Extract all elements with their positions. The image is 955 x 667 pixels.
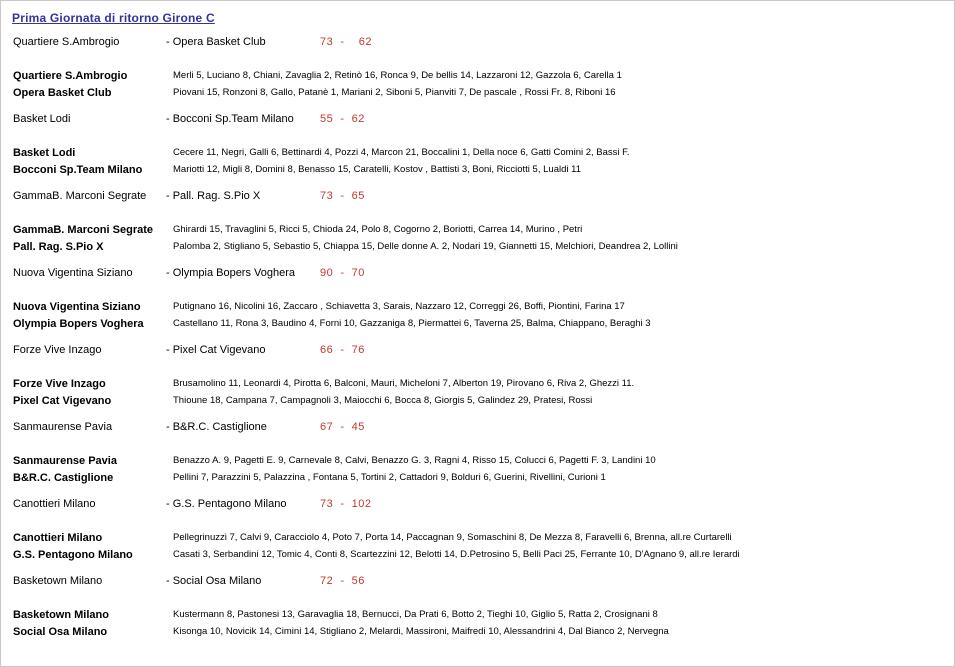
roster-players: Casati 3, Serbandini 12, Tomic 4, Conti 8, Scartezzini 12, Belotti 14, D.Petrosino 5, Belli Paci 25, Ferrante 10, D'Agnano 9, all.re Ierardi: [173, 549, 740, 560]
away-team: - Bocconi Sp.Team Milano: [166, 113, 294, 125]
roster-players: Mariotti 12, Migli 8, Domini 8, Benasso 15, Caratelli, Kostov , Battisti 3, Boni, Ricciotti 5, Lualdi 11: [173, 164, 581, 175]
away-team: - Social Osa Milano: [166, 575, 262, 587]
match-score: 67 - 45: [320, 421, 365, 433]
home-team: Quartiere S.Ambrogio: [13, 36, 120, 48]
match-score: 90 - 70: [320, 267, 365, 279]
roster-team-name: Opera Basket Club: [13, 87, 112, 99]
roster-team-name: Nuova Vigentina Siziano: [13, 301, 141, 313]
home-team: Basket Lodi: [13, 113, 71, 125]
away-team: - Pall. Rag. S.Pio X: [166, 190, 261, 202]
away-team: - Opera Basket Club: [166, 36, 266, 48]
roster-team-name: Social Osa Milano: [13, 626, 108, 638]
roster-team-name: Pixel Cat Vigevano: [13, 395, 112, 407]
roster-team-name: Canottieri Milano: [13, 532, 103, 544]
roster-team-name: Forze Vive Inzago: [13, 378, 106, 390]
roster-players: Brusamolino 11, Leonardi 4, Pirotta 6, Balconi, Mauri, Micheloni 7, Alberton 19, Pirovano 6, Riva 2, Ghezzi 11.: [173, 378, 635, 389]
home-team: Basketown Milano: [13, 575, 103, 587]
away-team: - Olympia Bopers Voghera: [166, 267, 296, 279]
roster-team-name: Sanmaurense Pavia: [13, 455, 117, 467]
roster-players: Ghirardi 15, Travaglini 5, Ricci 5, Chioda 24, Polo 8, Cogorno 2, Boriotti, Carrea 14, Murino , Petri: [173, 224, 583, 235]
match-score: 72 - 56: [320, 575, 365, 587]
roster-players: Palomba 2, Stigliano 5, Sebastio 5, Chiappa 15, Delle donne A. 2, Nodari 19, Giannetti 15, Melchiori, Deandrea 2, Lollini: [173, 241, 678, 252]
home-team: Forze Vive Inzago: [13, 344, 102, 356]
roster-players: Pellegrinuzzi 7, Calvi 9, Caracciolo 4, Poto 7, Porta 14, Paccagnan 9, Somaschini 8, De Mezza 8, Faravelli 6, Brenna, all.re Curtarelli: [173, 532, 732, 543]
roster-team-name: GammaB. Marconi Segrate: [13, 224, 153, 236]
roster-players: Merli 5, Luciano 8, Chiani, Zavaglia 2, Retinò 16, Ronca 9, De bellis 14, Lazzaroni 12, Gazzola 6, Carella 1: [173, 70, 622, 81]
roster-players: Kisonga 10, Novicik 14, Cimini 14, Stigliano 2, Melardi, Massironi, Maifredi 10, Alessandrini 4, Dal Bianco 2, Nervegna: [173, 626, 669, 637]
roster-players: Thioune 18, Campana 7, Campagnoli 3, Maiocchi 6, Bocca 8, Giorgis 5, Galindez 29, Pratesi, Rossi: [173, 395, 593, 406]
page-title: Prima Giornata di ritorno Girone C: [12, 11, 215, 25]
home-team: Sanmaurense Pavia: [13, 421, 113, 433]
match-score: 66 - 76: [320, 344, 365, 356]
roster-players: Pellini 7, Parazzini 5, Palazzina , Fontana 5, Tortini 2, Cattadori 9, Bolduri 6, Guerini, Rivellini, Curioni 1: [173, 472, 606, 483]
roster-team-name: Basket Lodi: [13, 147, 76, 159]
home-team: Canottieri Milano: [13, 498, 96, 510]
match-score: 73 - 65: [320, 190, 365, 202]
away-team: - G.S. Pentagono Milano: [166, 498, 287, 510]
roster-team-name: Quartiere S.Ambrogio: [13, 70, 128, 82]
home-team: Nuova Vigentina Siziano: [13, 267, 133, 279]
roster-players: Kustermann 8, Pastonesi 13, Garavaglia 18, Bernucci, Da Prati 6, Botto 2, Tieghi 10, Giglio 5, Ratta 2, Crosignani 8: [173, 609, 658, 620]
roster-team-name: Pall. Rag. S.Pio X: [13, 241, 104, 253]
home-team: GammaB. Marconi Segrate: [13, 190, 147, 202]
away-team: - Pixel Cat Vigevano: [166, 344, 266, 356]
match-score: 55 - 62: [320, 113, 365, 125]
match-score: 73 - 62: [320, 36, 372, 48]
match-score: 73 - 102: [320, 498, 372, 510]
roster-players: Cecere 11, Negri, Galli 6, Bettinardi 4, Pozzi 4, Marcon 21, Boccalini 1, Della noce 6, Gatti Comini 2, Bassi F.: [173, 147, 630, 158]
away-team: - B&R.C. Castiglione: [166, 421, 267, 433]
roster-team-name: B&R.C. Castiglione: [13, 472, 114, 484]
roster-team-name: Basketown Milano: [13, 609, 109, 621]
roster-players: Castellano 11, Rona 3, Baudino 4, Forni 10, Gazzaniga 8, Piermattei 6, Taverna 25, Balma, Chiappano, Beraghi 3: [173, 318, 651, 329]
roster-players: Piovani 15, Ronzoni 8, Gallo, Patanè 1, Mariani 2, Siboni 5, Pianviti 7, De pascale , Rossi Fr. 8, Riboni 16: [173, 87, 616, 98]
roster-team-name: Olympia Bopers Voghera: [13, 318, 144, 330]
roster-players: Benazzo A. 9, Pagetti E. 9, Carnevale 8, Calvi, Benazzo G. 3, Ragni 4, Risso 15, Colucci 6, Pagetti F. 3, Landini 10: [173, 455, 656, 466]
roster-players: Putignano 16, Nicolini 16, Zaccaro , Schiavetta 3, Sarais, Nazzaro 12, Correggi 26, Boffi, Piontini, Farina 17: [173, 301, 625, 312]
roster-team-name: G.S. Pentagono Milano: [13, 549, 133, 561]
roster-team-name: Bocconi Sp.Team Milano: [13, 164, 143, 176]
